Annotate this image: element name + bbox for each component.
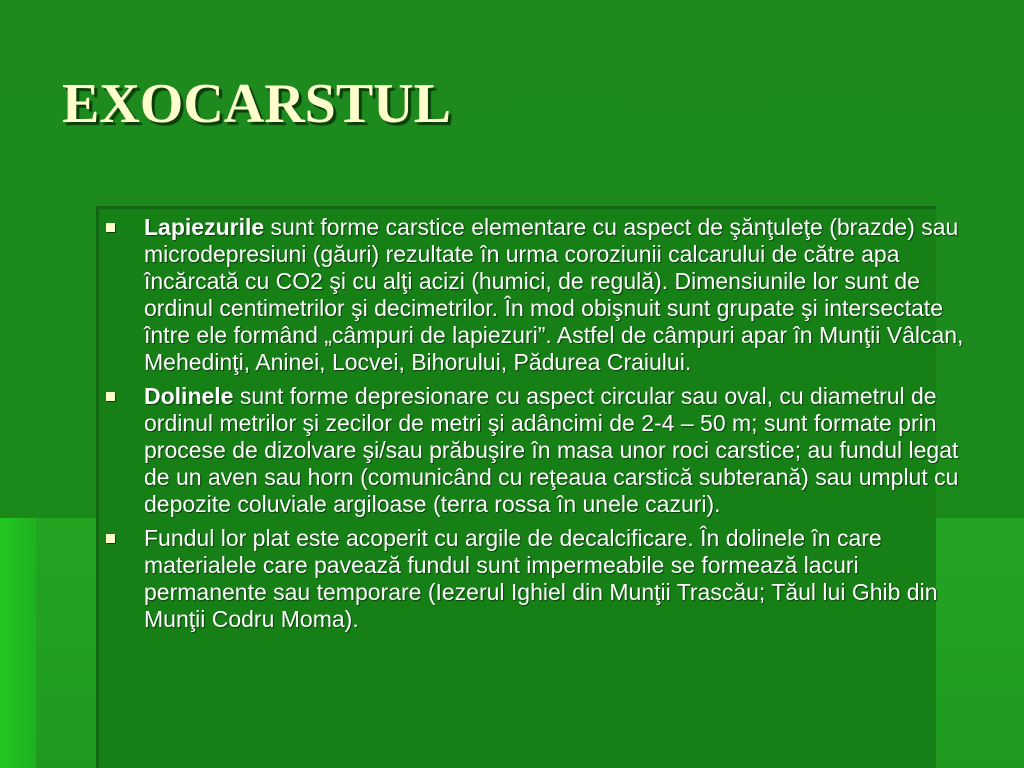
slide-title: EXOCARSTUL <box>62 73 451 135</box>
bullet-item-lapiezurile <box>104 214 984 376</box>
square-bullet-icon <box>106 392 115 401</box>
square-bullet-icon <box>106 534 115 543</box>
bullet-text: Fundul lor plat este acoperit cu argile de decalcificare. În dolinele în care materialele care pavează fundul sunt impermeabile se formează lacuri permanente sau temporare (Iezerul Ighiel din Munţii Trascău; Tăul lui Ghib din Munţii Codru Moma). <box>144 525 938 632</box>
bullet-list <box>104 214 984 640</box>
bullet-text: sunt forme depresionare cu aspect circular sau oval, cu diametrul de ordinul metrilor şi zecilor de metri şi adâncimi de 2-4 – 50 m; sunt formate prin procese de dizolvare şi/sau prăbuşire în masa unor roci carstice; au fundul legat de un aven sau horn (comunicând cu reţeaua carstică subterană) sau umplut cu depozite coluviale argiloase (terra rossa în unele cazuri). <box>144 383 959 517</box>
bullet-item-dolinele <box>104 383 984 518</box>
bullet-term: Lapiezurile <box>144 214 265 240</box>
bullet-text: sunt forme carstice elementare cu aspect de şănţuleţe (brazde) sau microdepresiuni (găuri) rezultate în urma coroziunii calcarului de către apa încărcată cu CO2 şi cu alţi acizi (humici, de regulă). Dimensiunile lor sunt de ordinul centimetrilor şi decimetrilor. În mod obişnuit sunt grupate şi intersectate între ele formând „câmpuri de lapiezuri”. Astfel de câmpuri apar în Munţii Vâlcan, Mehedinţi, Aninei, Locvei, Bihorului, Pădurea Craiului. <box>144 214 964 375</box>
decorative-band-left <box>0 518 40 768</box>
bullet-term: Dolinele <box>144 383 234 409</box>
bullet-item-fundul <box>104 525 984 633</box>
square-bullet-icon <box>106 223 115 232</box>
